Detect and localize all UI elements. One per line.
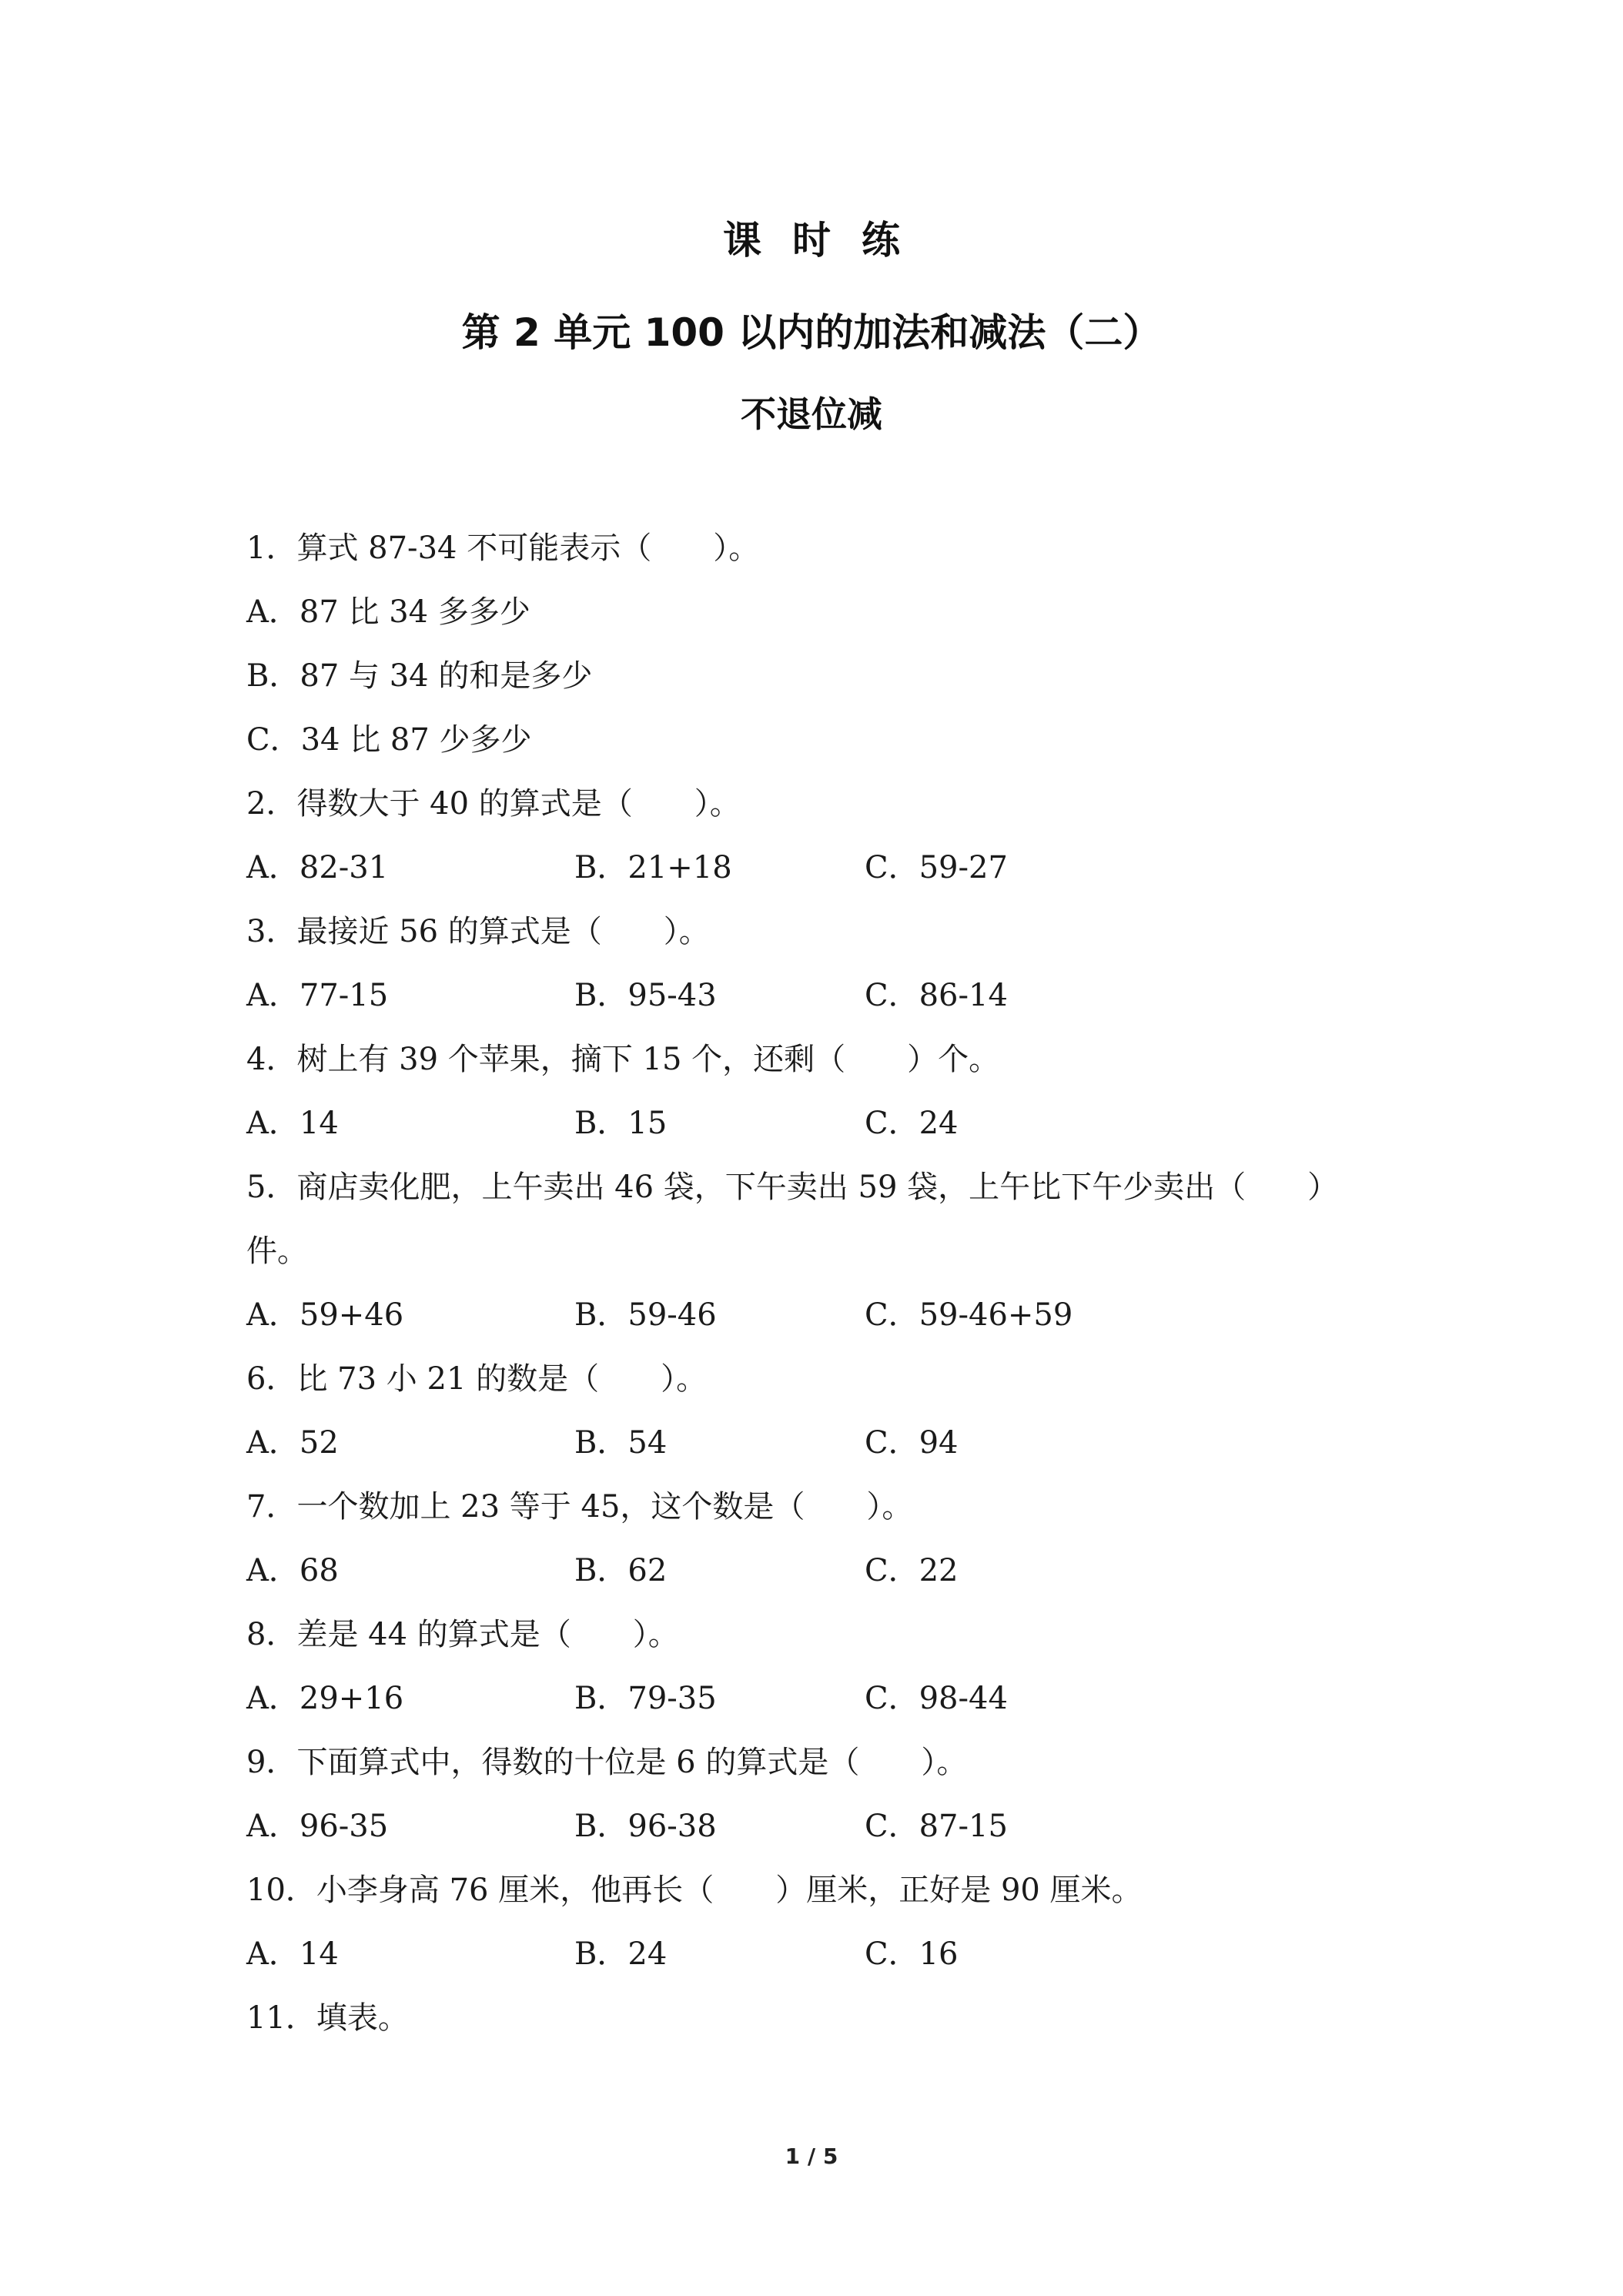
- question-list: [246, 527, 1386, 2060]
- question-4-stem: 4．树上有 39 个苹果，摘下 15 个，还剩（ ）个。: [246, 1042, 1000, 1077]
- question-8-option-a: A．29+16: [246, 1681, 404, 1716]
- question-1-option-a: A．87 比 34 多多少: [246, 594, 530, 630]
- question-8-option-b: B．79-35: [574, 1681, 717, 1716]
- question-10-option-c: C．16: [865, 1936, 959, 1972]
- question-8-option-c: C．98-44: [865, 1681, 1008, 1716]
- unit-title: 第 2 单元 100 以内的加法和减法（二）: [461, 310, 1162, 355]
- question-7-stem: 7．一个数加上 23 等于 45，这个数是（ ）。: [246, 1489, 913, 1525]
- question-5-stem-continued: 件。: [246, 1233, 308, 1269]
- question-11-stem: 11．填表。: [246, 2000, 409, 2036]
- question-9-stem: 9．下面算式中，得数的十位是 6 的算式是（ ）。: [246, 1745, 968, 1780]
- lesson-title: 不退位减: [741, 393, 882, 435]
- page-number: 1 / 5: [785, 2144, 838, 2169]
- question-6-option-b: B．54: [574, 1425, 668, 1461]
- question-2-option-b: B．21+18: [574, 850, 732, 885]
- question-9-option-b: B．96-38: [574, 1809, 717, 1844]
- question-4-option-a: A．14: [246, 1106, 339, 1141]
- question-1-stem: 1．算式 87-34 不可能表示（ ）。: [246, 530, 760, 566]
- question-5-option-a: A．59+46: [246, 1297, 404, 1333]
- question-7-option-b: B．62: [574, 1553, 668, 1588]
- question-10-option-b: B．24: [574, 1936, 668, 1972]
- question-10-option-a: A．14: [246, 1936, 339, 1972]
- question-7-options: [246, 1549, 1386, 1613]
- question-3-option-c: C．86-14: [865, 978, 1008, 1013]
- question-6-option-a: A．52: [246, 1425, 339, 1461]
- question-9-options: [246, 1805, 1386, 1869]
- question-6-option-c: C．94: [865, 1425, 959, 1461]
- question-3-option-b: B．95-43: [574, 978, 717, 1013]
- question-5-options: [246, 1294, 1386, 1357]
- question-3-stem: 3．最接近 56 的算式是（ ）。: [246, 914, 710, 949]
- question-4-option-c: C．24: [865, 1106, 959, 1141]
- question-1-option-c: C．34 比 87 少多少: [246, 722, 532, 758]
- question-8-stem: 8．差是 44 的算式是（ ）。: [246, 1617, 679, 1652]
- question-5-option-c: C．59-46+59: [865, 1297, 1073, 1333]
- question-6-options: [246, 1421, 1386, 1485]
- question-5-stem: 5．商店卖化肥，上午卖出 46 袋，下午卖出 59 袋，上午比下午少卖出（ ）: [246, 1170, 1339, 1205]
- question-1-option-b: B．87 与 34 的和是多少: [246, 658, 593, 694]
- question-10-options: [246, 1933, 1386, 1996]
- question-4-option-b: B．15: [574, 1106, 668, 1141]
- question-2-option-c: C．59-27: [865, 850, 1008, 885]
- question-9-option-a: A．96-35: [246, 1809, 389, 1844]
- question-4-options: [246, 1102, 1386, 1166]
- question-2-option-a: A．82-31: [246, 850, 389, 885]
- question-3-option-a: A．77-15: [246, 978, 389, 1013]
- question-2-options: [246, 846, 1386, 910]
- question-10-stem: 10．小李身高 76 厘米，他再长（ ）厘米，正好是 90 厘米。: [246, 1873, 1143, 1908]
- question-9-option-c: C．87-15: [865, 1809, 1008, 1844]
- question-3-options: [246, 974, 1386, 1038]
- question-7-option-c: C．22: [865, 1553, 959, 1588]
- question-7-option-a: A．68: [246, 1553, 339, 1588]
- question-8-options: [246, 1677, 1386, 1741]
- question-2-stem: 2．得数大于 40 的算式是（ ）。: [246, 786, 741, 822]
- question-5-option-b: B．59-46: [574, 1297, 717, 1333]
- question-6-stem: 6．比 73 小 21 的数是（ ）。: [246, 1361, 708, 1397]
- page-title: 课时练: [723, 218, 931, 263]
